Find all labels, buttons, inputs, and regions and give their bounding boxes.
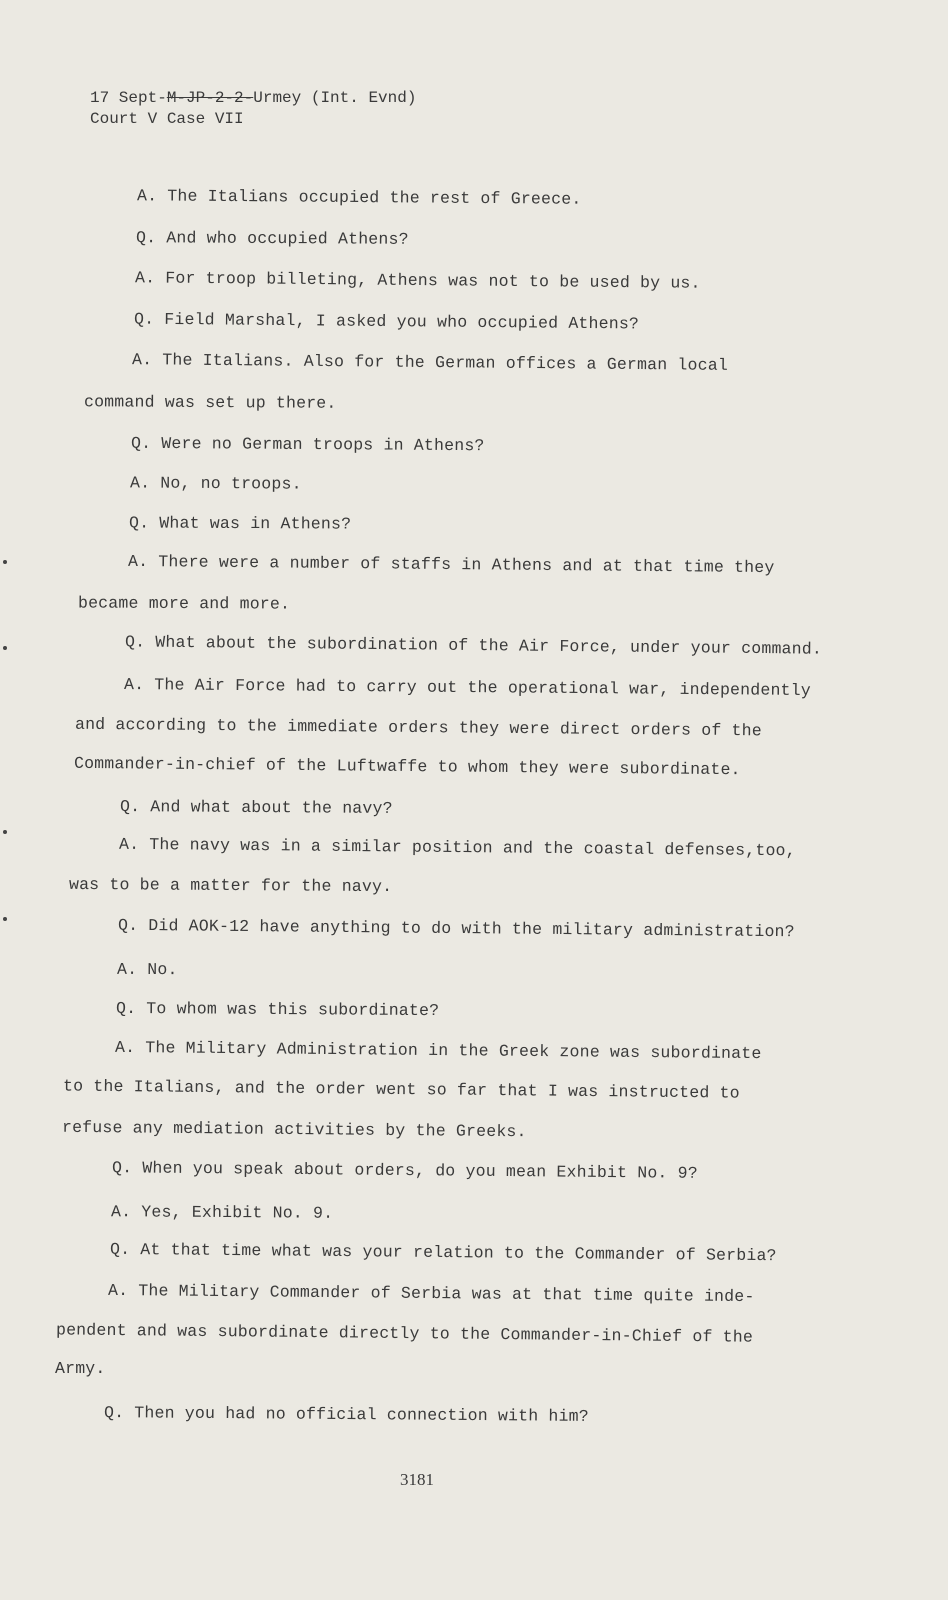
transcript-line: A. The Italians occupied the rest of Greece.	[136, 186, 582, 209]
transcript-line: Q. And what about the navy?	[119, 797, 393, 818]
transcript-line: Q. To whom was this subordinate?	[115, 998, 440, 1021]
page-number: 3181	[400, 1470, 434, 1489]
transcript-line: A. There were a number of staffs in Athens and at that time they	[127, 551, 775, 578]
binding-hole-mark	[3, 917, 7, 921]
header-court-case: Court V Case VII	[90, 110, 244, 128]
transcript-line: Q. Field Marshal, I asked you who occupied Athens?	[133, 309, 640, 334]
transcript-line: command was set up there.	[83, 392, 337, 413]
transcript-line: Army.	[55, 1359, 106, 1378]
transcript-line: Q. What about the subordination of the Air Force, under your command.	[124, 632, 823, 659]
transcript-line: Q. At that time what was your relation to the Commander of Serbia?	[109, 1239, 777, 1266]
transcript-line: A. Yes, Exhibit No. 9.	[110, 1202, 334, 1223]
transcript-line: A. For troop billeting, Athens was not to be used by us.	[134, 268, 701, 293]
transcript-line: A. The navy was in a similar position and the coastal defenses,too,	[118, 834, 796, 861]
transcript-line: Q. What was in Athens?	[128, 513, 352, 534]
transcript-line: Q. Did AOK-12 have anything to do with the military administration?	[117, 915, 795, 942]
header-struck-text: M-JP-2-2-	[166, 89, 254, 107]
transcript-line: A. The Military Administration in the Greek zone was subordinate	[114, 1037, 762, 1064]
binding-hole-mark	[3, 560, 7, 564]
transcript-line: A. The Italians. Also for the German offices a German local	[131, 350, 729, 375]
transcript-line: pendent and was subordinate directly to the Commander-in-Chief of the	[55, 1320, 754, 1347]
header-reporter: Urmey (Int. Evnd)	[253, 89, 417, 107]
binding-hole-mark	[3, 646, 7, 650]
header-date: 17 Sept-	[90, 89, 167, 107]
transcript-line: A. The Military Commander of Serbia was at that time quite inde-	[107, 1280, 755, 1307]
transcript-line: Q. Were no German troops in Athens?	[130, 433, 485, 456]
transcript-line: refuse any mediation activities by the Greeks.	[61, 1117, 527, 1142]
header-date-line	[90, 88, 416, 109]
transcript-line: became more and more.	[77, 593, 291, 614]
transcript-line: was to be a matter for the navy.	[68, 874, 393, 897]
transcript-line: A. No.	[116, 959, 178, 980]
transcript-line: Q. When you speak about orders, do you mean Exhibit No. 9?	[111, 1158, 698, 1183]
transcript-line: Commander-in-chief of the Luftwaffe to whom they were subordinate.	[73, 753, 741, 780]
document-header	[90, 88, 416, 130]
transcript-line: Q. And who occupied Athens?	[135, 228, 409, 249]
transcript-line: to the Italians, and the order went so far that I was instructed to	[62, 1076, 740, 1103]
transcript-line: A. The Air Force had to carry out the operational war, independently	[123, 675, 811, 700]
transcript-line: and according to the immediate orders they were direct orders of the	[74, 714, 762, 741]
binding-hole-mark	[3, 830, 7, 834]
transcript-line: A. No, no troops.	[129, 473, 302, 494]
transcript-line: Q. Then you had no official connection with him?	[103, 1403, 589, 1426]
